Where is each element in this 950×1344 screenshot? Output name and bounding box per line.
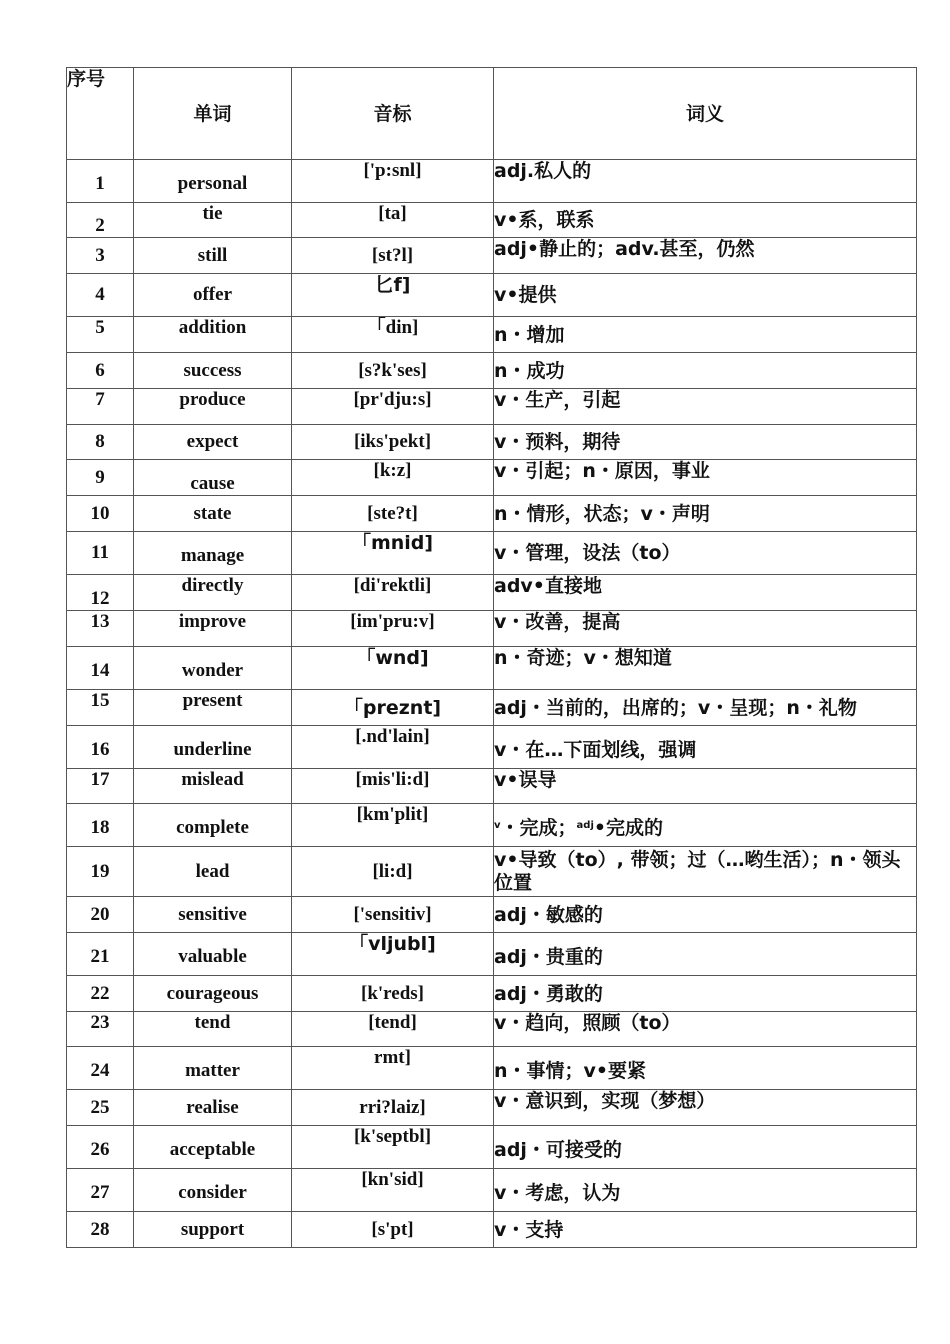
row-phonetic: 匕f] [292, 274, 494, 317]
row-number: 15 [67, 690, 134, 726]
row-number: 6 [67, 353, 134, 389]
row-word: expect [134, 425, 292, 460]
row-meaning: v•误导 [494, 769, 917, 804]
row-number: 4 [67, 274, 134, 317]
row-word: offer [134, 274, 292, 317]
table-row [67, 976, 917, 1012]
table-row [67, 1012, 917, 1047]
row-phonetic: [s'pt] [292, 1212, 494, 1248]
row-meaning: v・趋向，照顾（to） [494, 1012, 917, 1047]
row-phonetic: [im'pru:v] [292, 611, 494, 647]
row-phonetic: [kn'sid] [292, 1169, 494, 1212]
row-phonetic: 「din] [292, 317, 494, 353]
row-meaning: v・改善，提高 [494, 611, 917, 647]
row-meaning: adj・贵重的 [494, 933, 917, 976]
row-phonetic: 「preznt] [292, 690, 494, 726]
table-row [67, 1126, 917, 1169]
row-word: valuable [134, 933, 292, 976]
row-meaning: v・引起；n・原因，事业 [494, 460, 917, 496]
row-meaning: adj・敏感的 [494, 897, 917, 933]
row-number: 3 [67, 238, 134, 274]
row-phonetic: [.nd'lain] [292, 726, 494, 769]
row-phonetic: 「wnd] [292, 647, 494, 690]
row-phonetic: [ste?t] [292, 496, 494, 532]
row-word: produce [134, 389, 292, 425]
row-word: manage [134, 532, 292, 575]
table-row [67, 575, 917, 611]
row-number: 1 [67, 160, 134, 203]
row-word: sensitive [134, 897, 292, 933]
row-meaning: v・管理，设法（to） [494, 532, 917, 575]
row-meaning: n・情形，状态；v・声明 [494, 496, 917, 532]
row-word: directly [134, 575, 292, 611]
row-number: 10 [67, 496, 134, 532]
row-phonetic: [s?k'ses] [292, 353, 494, 389]
row-phonetic: [tend] [292, 1012, 494, 1047]
row-number: 7 [67, 389, 134, 425]
row-meaning: adj•静止的；adv.甚至，仍然 [494, 238, 917, 274]
meaning-part: ・完成； [500, 817, 577, 839]
table-row [67, 1090, 917, 1126]
row-meaning: v•导致（to）, 带领；过（…哟生活）；n・领头位置 [494, 847, 917, 897]
row-number: 18 [67, 804, 134, 847]
row-meaning: v・考虑，认为 [494, 1169, 917, 1212]
row-number: 22 [67, 976, 134, 1012]
row-phonetic: rmt] [292, 1047, 494, 1090]
row-word: matter [134, 1047, 292, 1090]
row-number: 25 [67, 1090, 134, 1126]
row-word: addition [134, 317, 292, 353]
row-meaning: n・事情；v•要紧 [494, 1047, 917, 1090]
table-row [67, 389, 917, 425]
header-number: 序号 [67, 68, 134, 160]
row-phonetic: [ta] [292, 203, 494, 238]
vocabulary-table [66, 67, 917, 1248]
table-row [67, 238, 917, 274]
row-meaning: n・增加 [494, 317, 917, 353]
header-word: 单词 [134, 68, 292, 160]
row-meaning: adj・勇敢的 [494, 976, 917, 1012]
row-number: 28 [67, 1212, 134, 1248]
table-row [67, 897, 917, 933]
row-meaning: v・意识到，实现（梦想） [494, 1090, 917, 1126]
table-row [67, 425, 917, 460]
table-row [67, 769, 917, 804]
row-meaning: n・成功 [494, 353, 917, 389]
header-meaning: 词义 [494, 68, 917, 160]
row-meaning: v•系，联系 [494, 203, 917, 238]
row-meaning: adv•直接地 [494, 575, 917, 611]
row-word: state [134, 496, 292, 532]
row-word: present [134, 690, 292, 726]
row-meaning: v•提供 [494, 274, 917, 317]
row-phonetic: 「vljubl] [292, 933, 494, 976]
row-meaning: v・预料，期待 [494, 425, 917, 460]
row-number: 21 [67, 933, 134, 976]
table-row [67, 611, 917, 647]
pos-superscript-v: v [494, 820, 501, 831]
table-row [67, 317, 917, 353]
table-row [67, 933, 917, 976]
table-row [67, 804, 917, 847]
row-meaning: v・在…下面划线，强调 [494, 726, 917, 769]
table-row [67, 1169, 917, 1212]
row-word: complete [134, 804, 292, 847]
table-row [67, 353, 917, 389]
table-row [67, 1047, 917, 1090]
table-row [67, 496, 917, 532]
row-word: tend [134, 1012, 292, 1047]
row-number: 20 [67, 897, 134, 933]
table-row [67, 274, 917, 317]
row-number: 5 [67, 317, 134, 353]
row-meaning: v・生产，引起 [494, 389, 917, 425]
table-row [67, 726, 917, 769]
table-row [67, 532, 917, 575]
table-row [67, 203, 917, 238]
row-meaning [494, 804, 917, 847]
table-row [67, 160, 917, 203]
row-meaning: adj・可接受的 [494, 1126, 917, 1169]
row-phonetic: [pr'dju:s] [292, 389, 494, 425]
row-meaning: adj・当前的，出席的；v・呈现；n・礼物 [494, 690, 917, 726]
row-word: courageous [134, 976, 292, 1012]
row-word: lead [134, 847, 292, 897]
row-number: 24 [67, 1047, 134, 1090]
row-meaning: v・支持 [494, 1212, 917, 1248]
row-word: realise [134, 1090, 292, 1126]
row-number: 27 [67, 1169, 134, 1212]
row-word: wonder [134, 647, 292, 690]
header-phonetic: 音标 [292, 68, 494, 160]
row-phonetic: ['sensitiv] [292, 897, 494, 933]
row-word: mislead [134, 769, 292, 804]
row-phonetic: [k'septbl] [292, 1126, 494, 1169]
row-phonetic: rri?laiz] [292, 1090, 494, 1126]
row-phonetic: [k:z] [292, 460, 494, 496]
row-word: underline [134, 726, 292, 769]
row-word: improve [134, 611, 292, 647]
pos-superscript-adj: adj [576, 820, 594, 831]
row-number: 14 [67, 647, 134, 690]
row-meaning: n・奇迹；v・想知道 [494, 647, 917, 690]
row-word: success [134, 353, 292, 389]
table-row [67, 847, 917, 897]
row-number: 19 [67, 847, 134, 897]
row-number: 23 [67, 1012, 134, 1047]
row-number: 8 [67, 425, 134, 460]
row-number: 11 [67, 532, 134, 575]
row-phonetic: ['p:snl] [292, 160, 494, 203]
row-word: consider [134, 1169, 292, 1212]
row-meaning: adj.私人的 [494, 160, 917, 203]
row-number: 26 [67, 1126, 134, 1169]
row-number: 12 [67, 575, 134, 611]
row-word: still [134, 238, 292, 274]
row-phonetic: [li:d] [292, 847, 494, 897]
row-phonetic: [di'rektli] [292, 575, 494, 611]
row-number: 17 [67, 769, 134, 804]
table-row [67, 1212, 917, 1248]
table-row [67, 647, 917, 690]
table-header-row [67, 68, 917, 160]
row-word: acceptable [134, 1126, 292, 1169]
table-row [67, 460, 917, 496]
row-number: 9 [67, 460, 134, 496]
row-word: cause [134, 460, 292, 496]
row-word: personal [134, 160, 292, 203]
row-phonetic: [iks'pekt] [292, 425, 494, 460]
row-phonetic: [k'reds] [292, 976, 494, 1012]
table-row [67, 690, 917, 726]
row-number: 2 [67, 203, 134, 238]
row-phonetic: [st?l] [292, 238, 494, 274]
row-phonetic: [km'plit] [292, 804, 494, 847]
meaning-part: •完成的 [593, 817, 664, 839]
row-number: 13 [67, 611, 134, 647]
row-word: tie [134, 203, 292, 238]
row-phonetic: [mis'li:d] [292, 769, 494, 804]
row-phonetic: 「mnid] [292, 532, 494, 575]
row-word: support [134, 1212, 292, 1248]
row-number: 16 [67, 726, 134, 769]
